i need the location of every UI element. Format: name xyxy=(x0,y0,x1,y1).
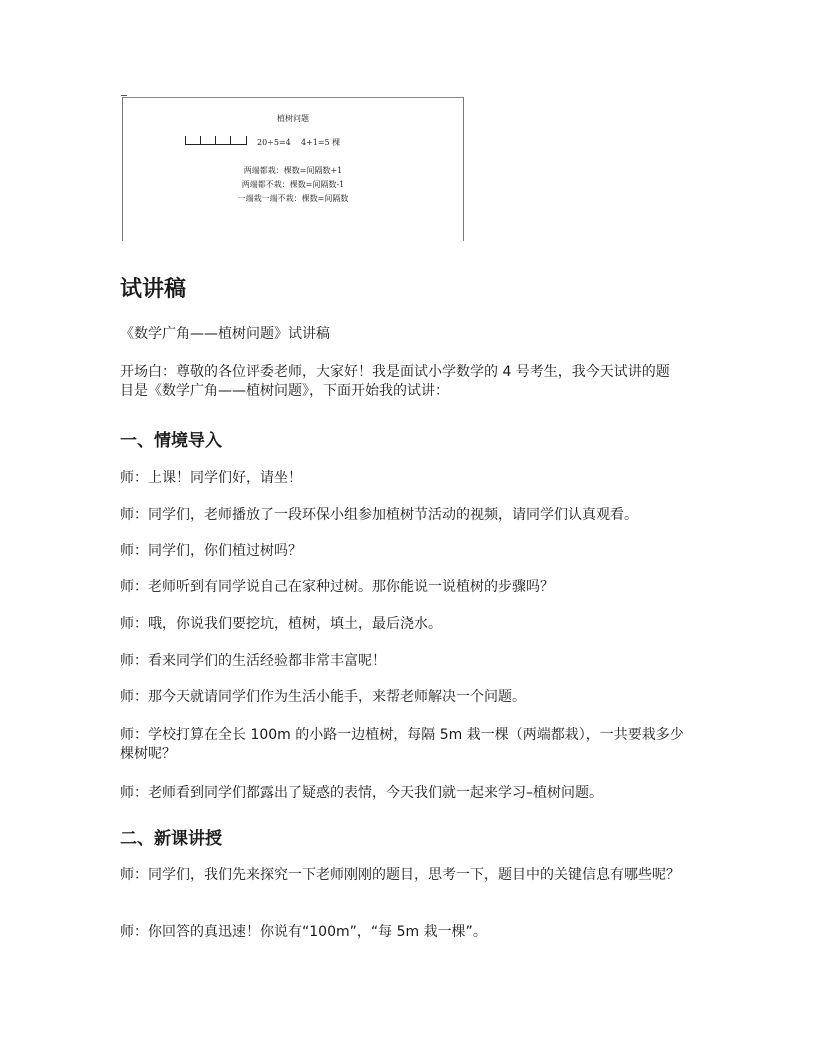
paragraph: 师：同学们，老师播放了一段环保小组参加植树节活动的视频，请同学们认真观看。 xyxy=(120,507,638,523)
tree-mark xyxy=(246,136,247,145)
board-title: 植树问题 xyxy=(277,114,309,123)
document-title: 试讲稿 xyxy=(120,277,187,302)
road-line xyxy=(185,144,247,145)
paragraph: 师：同学们，我们先来探究一下老师刚刚的题目，思考一下，题目中的关键信息有哪些呢？ xyxy=(120,867,680,883)
tree-spacing-diagram xyxy=(185,136,247,145)
paragraph: 师：哦，你说我们要挖坑，植树，填土，最后浇水。 xyxy=(120,616,442,632)
section-heading: 一、情境导入 xyxy=(120,431,222,451)
paragraph: 师：那今天就请同学们作为生活小能手，来帮老师解决一个问题。 xyxy=(120,689,526,705)
paragraph: 师：老师看到同学们都露出了疑惑的表情，今天我们就一起来学习–植树问题。 xyxy=(120,785,603,801)
blackboard-image xyxy=(122,97,464,241)
paragraph: 师：学校打算在全长 100m 的小路一边植树，每隔 5m 栽一棵（两端都栽），一共要栽多少棵树呢？ xyxy=(120,727,684,762)
board-corner-mark xyxy=(121,95,127,96)
paragraph: 师：同学们，你们植过树吗？ xyxy=(120,543,302,559)
section-heading: 二、新课讲授 xyxy=(120,829,222,849)
board-rule: 两端都栽：棵数=间隔数+1 xyxy=(243,166,343,175)
document-subtitle: 《数学广角——植树问题》试讲稿 xyxy=(120,326,330,342)
paragraph: 师：上课！同学们好，请坐！ xyxy=(120,470,302,486)
tree-mark xyxy=(185,136,186,145)
paragraph: 师：看来同学们的生活经验都非常丰富呢！ xyxy=(120,653,386,669)
tree-mark xyxy=(230,136,231,145)
board-rule: 两端都不栽：棵数=间隔数-1 xyxy=(241,180,345,189)
board-formula: 20÷5=4 4+1=5 棵 xyxy=(257,138,341,147)
paragraph: 师：你回答的真迅速！你说有“100m”，“每 5m 栽一棵”。 xyxy=(120,924,487,940)
paragraph: 师：老师听到有同学说自己在家种过树。那你能说一说植树的步骤吗？ xyxy=(120,579,554,595)
board-rule: 一端栽一端不栽：棵数=间隔数 xyxy=(237,194,349,203)
tree-mark xyxy=(200,136,201,145)
intro-paragraph: 开场白：尊敬的各位评委老师，大家好！我是面试小学数学的 4 号考生，我今天试讲的题目是《数学广角——植树问题》，下面开始我的试讲： xyxy=(120,364,670,399)
tree-mark xyxy=(215,136,216,145)
